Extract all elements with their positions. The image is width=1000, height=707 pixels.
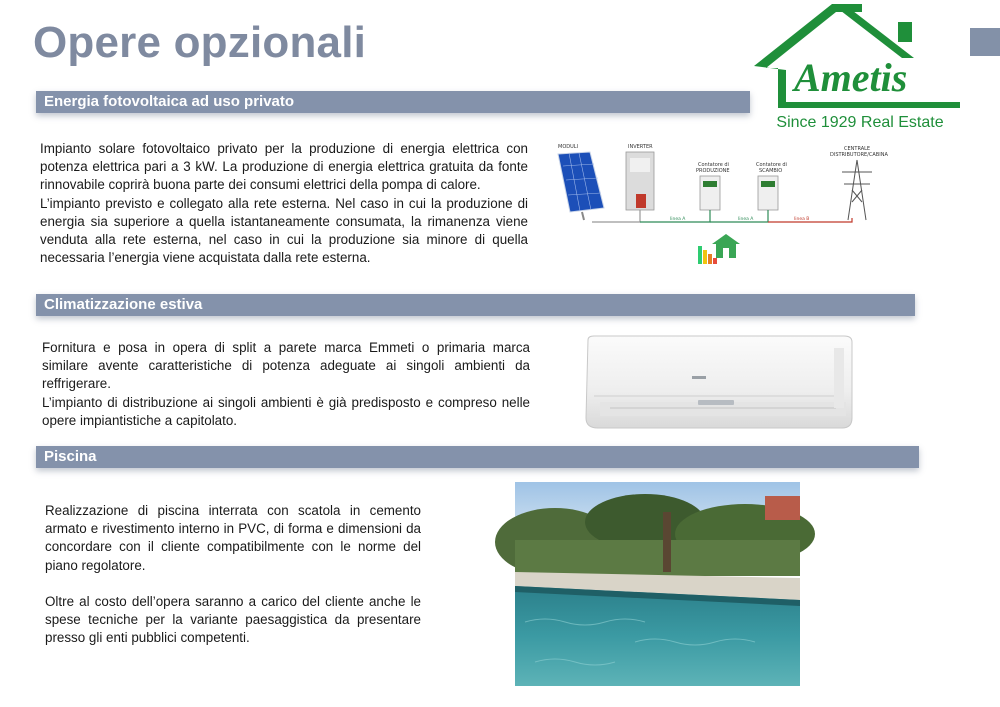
paragraph: Fornitura e posa in opera di split a parete marca Emmeti o primaria marca similare avente caratteristiche di potenza adeguate ai singoli ambienti da reffrigerare. — [42, 340, 530, 392]
logo-name: Ametis — [794, 55, 908, 100]
section-heading: Energia fotovoltaica ad uso privato — [44, 93, 295, 110]
label-contatore-produzione-2: PRODUZIONE — [696, 168, 730, 174]
section-header-fotovoltaica — [36, 91, 750, 113]
label-inverter: INVERTER — [628, 144, 653, 150]
label-centrale-2: DISTRIBUTORE/CABINA — [830, 152, 888, 158]
air-conditioner-icon — [580, 334, 858, 434]
label-moduli: MODULI — [558, 144, 579, 150]
corner-accent-bar — [968, 28, 1000, 56]
paragraph: L’impianto previsto e collegato alla rete esterna. Nel caso in cui la produzione di energia sia superiore a quella istantaneamente consumata, la rimanenza viene venduta alla rete esterna, nel caso in cui la produzione sia minore di quella necessaria l’energia viene acquistata dalla rete esterna. — [40, 195, 528, 266]
paragraph: Impianto solare fotovoltaico privato per la produzione di energia elettrica con potenza elettrica pari a 3 kW. La produzione di energia elettrica gratuita da fonte rinnovabile coprirà buona parte dei consumi elettrici della pompa di calore. — [40, 141, 528, 193]
exchange-meter-icon — [758, 176, 778, 210]
label-centrale-1: CENTRALE — [844, 146, 871, 152]
page-title: Opere opzionali — [33, 18, 367, 67]
label-linea-b: linea B — [794, 217, 810, 222]
paragraph: L’impianto di distribuzione ai singoli ambienti è già predisposto e compreso nelle opere impiantistiche a capitolato. — [42, 394, 530, 428]
fotovoltaica-text — [40, 140, 528, 267]
pool-photo — [515, 482, 800, 686]
energy-house-icon — [698, 234, 740, 264]
solar-panel-icon — [558, 152, 604, 220]
logo-tagline: Since 1929 Real Estate — [776, 114, 944, 131]
photovoltaic-diagram — [552, 140, 888, 280]
power-pylon-icon — [842, 160, 872, 220]
paragraph: Realizzazione di piscina interrata con scatola in cemento armato e rivestimento interno in PVC, di forma e dimensioni da concordare con il cliente compatibilmente con le norme del piano regolatore. — [45, 503, 421, 573]
label-contatore-scambio-2: SCAMBIO — [759, 168, 783, 174]
climatizzazione-text — [42, 339, 530, 430]
label-linea-a: linea A — [670, 217, 686, 222]
label-contatore-scambio-1: Contatore di — [756, 162, 787, 168]
section-heading: Piscina — [44, 448, 97, 465]
inverter-icon — [626, 152, 654, 210]
photovoltaic-schema-illustration — [552, 140, 888, 280]
production-meter-icon — [700, 176, 720, 210]
section-header-climatizzazione — [36, 294, 915, 316]
section-heading: Climatizzazione estiva — [44, 296, 203, 313]
swimming-pool-illustration — [515, 482, 800, 686]
ametis-logo — [748, 0, 970, 138]
label-linea-a: linea A — [738, 217, 754, 222]
air-conditioner-image — [580, 334, 858, 434]
section-header-piscina — [36, 446, 919, 468]
piscina-text — [45, 502, 421, 647]
label-contatore-produzione-1: Contatore di — [698, 162, 729, 168]
paragraph: Oltre al costo dell’opera saranno a carico del cliente anche le spese tecniche per la variante paesaggistica da presentare presso gli enti pubblici competenti. — [45, 593, 421, 646]
